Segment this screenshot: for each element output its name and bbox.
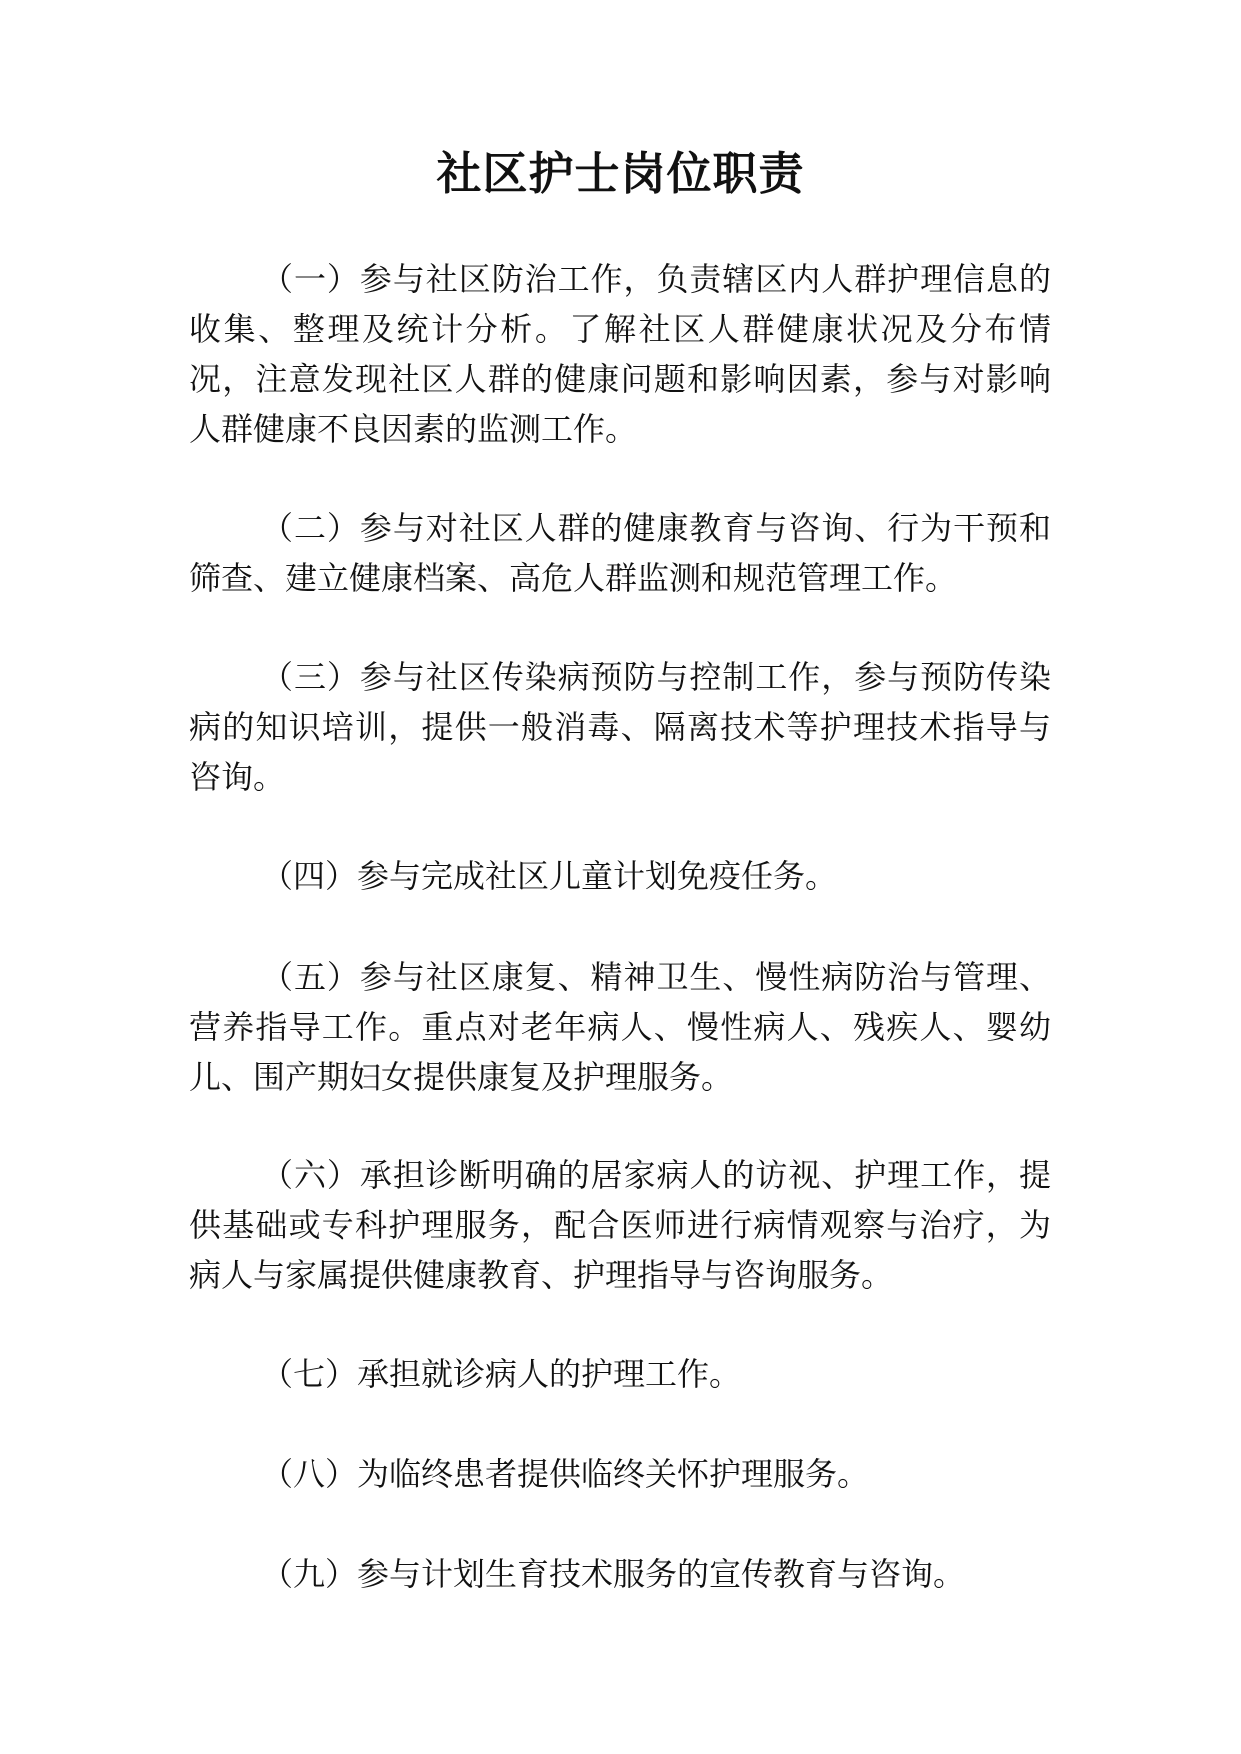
duty-paragraph-1: （一）参与社区防治工作，负责辖区内人群护理信息的收集、整理及统计分析。了解社区人群健康状况及分布情况，注意发现社区人群的健康问题和影响因素，参与对影响人群健康不良因素的监测工作。 — [189, 260, 1051, 448]
duty-paragraph-9: （九）参与计划生育技术服务的宣传教育与咨询。 — [261, 1555, 966, 1593]
duty-paragraph-2: （二）参与对社区人群的健康教育与咨询、行为干预和筛查、建立健康档案、高危人群监测和规范管理工作。 — [189, 509, 1051, 597]
duty-paragraph-3: （三）参与社区传染病预防与控制工作，参与预防传染病的知识培训，提供一般消毒、隔离技术等护理技术指导与咨询。 — [189, 658, 1051, 796]
duty-paragraph-4: （四）参与完成社区儿童计划免疫任务。 — [261, 857, 838, 895]
duty-paragraph-8: （八）为临终患者提供临终关怀护理服务。 — [261, 1455, 870, 1493]
duty-paragraph-5: （五）参与社区康复、精神卫生、慢性病防治与管理、营养指导工作。重点对老年病人、慢性病人、残疾人、婴幼儿、围产期妇女提供康复及护理服务。 — [189, 958, 1051, 1096]
duty-paragraph-6: （六）承担诊断明确的居家病人的访视、护理工作，提供基础或专科护理服务，配合医师进行病情观察与治疗，为病人与家属提供健康教育、护理指导与咨询服务。 — [189, 1156, 1051, 1294]
document-title: 社区护士岗位职责 — [436, 147, 805, 200]
duty-paragraph-7: （七）承担就诊病人的护理工作。 — [261, 1355, 742, 1393]
